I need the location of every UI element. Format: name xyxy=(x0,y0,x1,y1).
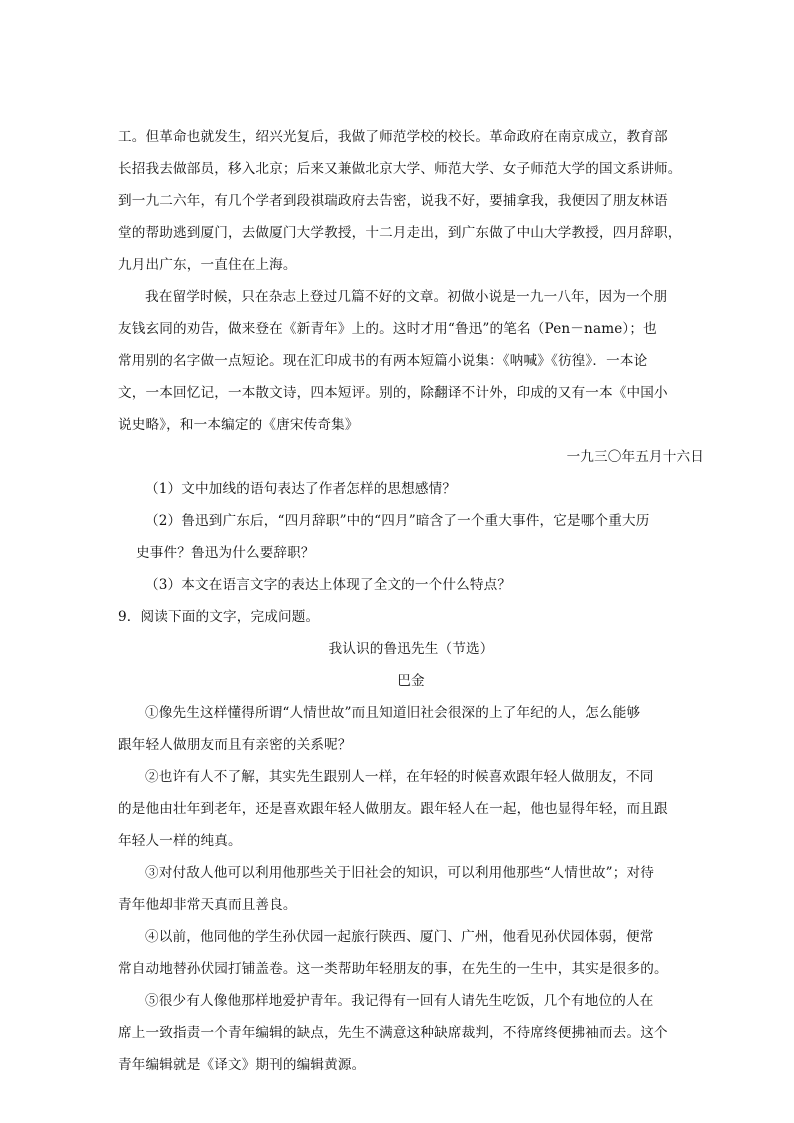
text-line: ②也许有人不了解，其实先生跟别人一样，在年轻的时候喜欢跟年轻人做朋友，不同 xyxy=(145,769,654,785)
text-line: 友钱玄同的劝告，做来登在《新青年》上的。这时才用“鲁迅”的笔名（Pen－name）；也 xyxy=(118,321,657,337)
passage-continued xyxy=(118,121,704,281)
text-line: 我在留学时候，只在杂志上登过几篇不好的文章。初做小说是一九一八年，因为一个朋 xyxy=(145,289,668,305)
text-line: 九月出广东，一直住在上海。 xyxy=(118,257,297,273)
text-line: 席上一致指责一个青年编辑的缺点，先生不满意这种缺席裁判，不待席终便拂袖而去。这个 xyxy=(118,1025,668,1041)
text-line: 长招我去做部员，移入北京；后来又兼做北京大学、师范大学、女子师范大学的国文系讲师。 xyxy=(118,161,682,177)
text-line: 堂的帮助逃到厦门，去做厦门大学教授，十二月走出，到广东做了中山大学教授，四月辞职， xyxy=(118,225,682,241)
text-line: ①像先生这样懂得所谓“人情世故”而且知道旧社会很深的上了年纪的人，怎么能够 xyxy=(145,705,641,721)
question-3: （3）本文在语言文字的表达上体现了全文的一个什么特点？ xyxy=(145,577,512,593)
questions xyxy=(118,473,704,601)
item-9 xyxy=(118,601,704,1081)
text-line: 青年编辑就是《译文》期刊的编辑黄源。 xyxy=(118,1057,366,1073)
text-line: 年轻人一样的纯真。 xyxy=(118,833,242,849)
text-line: 常用别的名字做一点短论。现在汇印成书的有两本短篇小说集：《呐喊》《彷徨》．一本论 xyxy=(118,353,648,369)
question-1: （1）文中加线的语句表达了作者怎样的思想感情？ xyxy=(145,481,457,497)
article-paragraph-5 xyxy=(118,985,704,1081)
document-page xyxy=(118,121,704,1081)
article-paragraph-3 xyxy=(118,857,704,921)
text-line: 文，一本回忆记，一本散文诗，四本短评。别的，除翻译不计外，印成的又有一本《中国小 xyxy=(118,385,668,401)
text-line: 跟年轻人做朋友而且有亲密的关系呢？ xyxy=(118,737,352,753)
article-paragraph-2 xyxy=(118,761,704,857)
item-9-heading: 9．阅读下面的文字，完成问题。 xyxy=(118,609,320,625)
article-title: 我认识的鲁迅先生（节选） xyxy=(328,641,494,657)
text-line: 工。但革命也就发生，绍兴光复后，我做了师范学校的校长。革命政府在南京成立，教育部 xyxy=(118,129,668,145)
article-author: 巴金 xyxy=(397,673,425,689)
text-line: 说史略》，和一本编定的《唐宋传奇集》 xyxy=(118,417,359,433)
text-line: 青年他却非常天真而且善良。 xyxy=(118,897,297,913)
article-paragraph-4 xyxy=(118,921,704,985)
question-2-continued: 史事件？鲁迅为什么要辞职？ xyxy=(136,545,315,561)
text-line: 的是他由壮年到老年，还是喜欢跟年轻人做朋友。跟年轻人在一起，他也显得年轻，而且跟 xyxy=(118,801,668,817)
date-line: 一九三〇年五月十六日 xyxy=(566,449,704,465)
text-line: ④以前，他同他的学生孙伏园一起旅行陕西、厦门、广州，他看见孙伏园体弱，便常 xyxy=(145,929,654,945)
question-2: （2）鲁迅到广东后，“四月辞职”中的“四月”暗含了一个重大事件，它是哪个重大历 xyxy=(145,513,650,529)
text-line: 到一九二六年，有几个学者到段祺瑞政府去告密，说我不好，要捕拿我，我便因了朋友林语 xyxy=(118,193,668,209)
article-paragraph-1 xyxy=(118,697,704,761)
text-line: ③对付敌人他可以利用他那些关于旧社会的知识，可以利用他那些“人情世故”；对待 xyxy=(145,865,654,881)
paragraph-2 xyxy=(118,281,704,441)
text-line: ⑤很少有人像他那样地爱护青年。我记得有一回有人请先生吃饭，几个有地位的人在 xyxy=(145,993,654,1009)
text-line: 常自动地替孙伏园打铺盖卷。这一类帮助年轻朋友的事，在先生的一生中，其实是很多的。 xyxy=(118,961,668,977)
